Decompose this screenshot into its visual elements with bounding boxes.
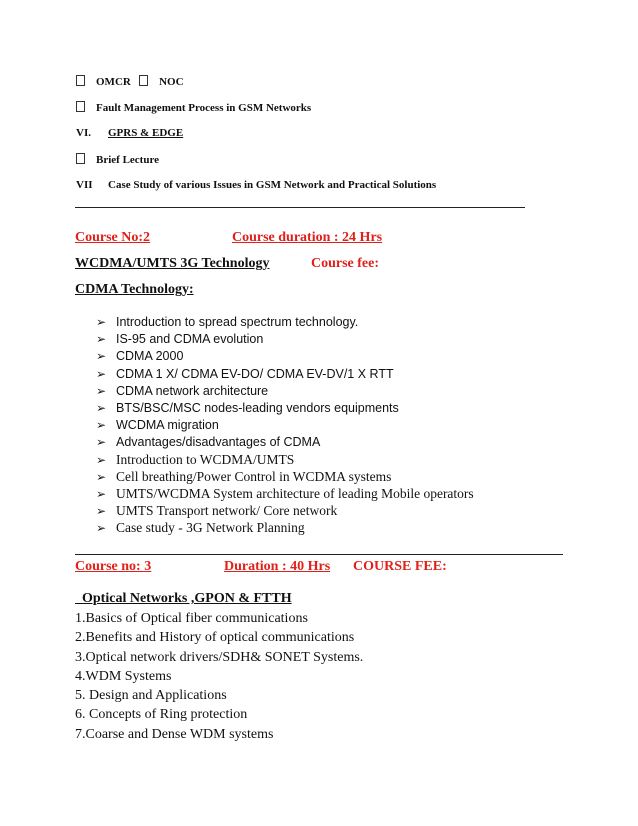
list-item: ➢ UMTS/WCDMA System architecture of leading Mobile operators: [96, 485, 474, 502]
list-item: ➢ Introduction to spread spectrum technology.: [96, 313, 474, 330]
arrow-bullet-icon: ➢: [96, 349, 107, 364]
course-2-subtitle: CDMA Technology:: [75, 282, 194, 297]
list-item: ➢ WCDMA migration: [96, 416, 474, 433]
section-6-title: GPRS & EDGE: [108, 127, 184, 139]
list-item: ➢ CDMA 2000: [96, 347, 474, 364]
arrow-bullet-icon: ➢: [96, 521, 107, 536]
list-item: ➢ IS-95 and CDMA evolution: [96, 330, 474, 347]
list-item: ➢ UMTS Transport network/ Core network: [96, 502, 474, 519]
list-item: ➢ CDMA 1 X/ CDMA EV-DO/ CDMA EV-DV/1 X RTT: [96, 365, 474, 382]
omcr-label: OMCR: [96, 76, 131, 88]
section-6-heading: [76, 127, 184, 139]
section-7-number: VII: [76, 179, 93, 191]
list-item: ➢ Advantages/disadvantages of CDMA: [96, 433, 474, 450]
course-2-number: Course No:2: [75, 230, 151, 245]
arrow-bullet-icon: ➢: [96, 383, 107, 398]
list-item: ➢ Case study - 3G Network Planning: [96, 519, 474, 536]
course-3-title: Optical Networks ,GPON & FTTH: [82, 591, 292, 606]
course-3-number: Course no: 3: [75, 559, 152, 574]
checkbox-icon: [76, 153, 85, 164]
fault-line: [76, 101, 311, 114]
list-item: 4.WDM Systems: [75, 668, 172, 684]
arrow-bullet-icon: ➢: [96, 366, 107, 381]
list-item: 2.Benefits and History of optical communications: [75, 630, 355, 646]
arrow-bullet-icon: ➢: [96, 400, 107, 415]
arrow-bullet-icon: ➢: [96, 469, 107, 484]
course-2-topic-list: [96, 313, 474, 536]
arrow-bullet-icon: ➢: [96, 332, 107, 347]
brief-line: [76, 153, 159, 166]
arrow-bullet-icon: ➢: [96, 315, 107, 329]
checkbox-icon: [76, 75, 85, 86]
checkbox-icon: [139, 75, 148, 86]
course-3-duration: Duration : 40 Hrs: [224, 559, 331, 574]
section-6-number: VI.: [76, 127, 91, 139]
checkbox-icon: [76, 101, 85, 112]
separator-line: [75, 554, 563, 555]
list-item: 5. Design and Applications: [75, 688, 227, 704]
list-item: ➢ Cell breathing/Power Control in WCDMA systems: [96, 468, 474, 485]
arrow-bullet-icon: ➢: [96, 504, 107, 519]
section-7-heading: [76, 179, 437, 191]
list-item: ➢ CDMA network architecture: [96, 382, 474, 399]
noc-label: NOC: [159, 76, 184, 88]
list-item: 7.Coarse and Dense WDM systems: [75, 726, 274, 742]
course-3-fee: COURSE FEE:: [353, 559, 447, 574]
omcr-noc-line: [76, 75, 184, 88]
course-3-topic-list: [75, 609, 363, 744]
arrow-bullet-icon: ➢: [96, 418, 107, 433]
list-item: 3.Optical network drivers/SDH& SONET Systems.: [75, 649, 364, 665]
section-7-title: Case Study of various Issues in GSM Network and Practical Solutions: [108, 179, 437, 191]
list-item: 6. Concepts of Ring protection: [75, 707, 248, 723]
course-2-title-line: [75, 256, 379, 272]
list-item: 1.Basics of Optical fiber communications: [75, 611, 308, 626]
arrow-bullet-icon: ➢: [96, 486, 107, 501]
list-item: ➢ Introduction to WCDMA/UMTS: [96, 451, 474, 468]
course-2-duration: Course duration : 24 Hrs: [232, 230, 383, 245]
fault-label: Fault Management Process in GSM Networks: [96, 102, 312, 114]
arrow-bullet-icon: ➢: [96, 452, 107, 467]
arrow-bullet-icon: ➢: [96, 435, 107, 450]
course-2-fee: Course fee:: [311, 256, 380, 271]
list-item: ➢ BTS/BSC/MSC nodes-leading vendors equipments: [96, 399, 474, 416]
brief-label: Brief Lecture: [96, 154, 160, 166]
separator-line: [75, 207, 525, 208]
course-2-title: WCDMA/UMTS 3G Technology: [75, 256, 270, 271]
